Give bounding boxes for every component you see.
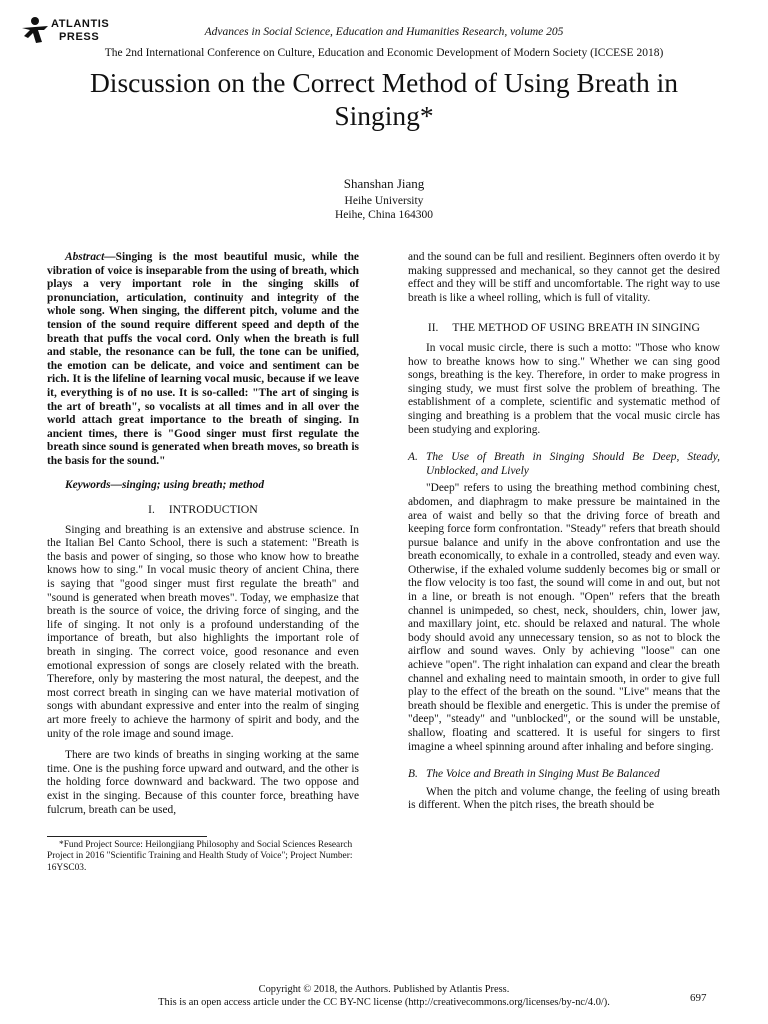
section-heading-introduction (47, 503, 359, 518)
affiliation-location: Heihe, China 164300 (334, 209, 434, 221)
section-title-rest: NTRODUCTION (172, 502, 258, 517)
section-number: II. (427, 322, 439, 335)
subsection-a-paragraph: "Deep" refers to using the breathing method combining chest, abdomen, and diaphragm to make pressure be maintained in the area of waist and belly so that the driving force of breath and keeping force form confrontation. "Steady" refers that breath should pursue balance and unify in the above confrontation and use the breath economically, to exhale in a controlled, steady and even way. Otherwise, if the exhaled volume suddenly becomes big or small or the flow velocity is too fast, the sound will come in and out, but not in a line, or breath is not enough. "Open" refers that the breath channel is unimpeded, so chest, neck, shoulders, chin, lower jaw, and maxillary joint, etc. should be relaxed and natural. The whole body should avoid any unnecessary tension, so as not to block the airflow and sound waves. Only by achieving "loose" can one achieve "open". The right inhalation can expand and clear the breath channel and exhaling need to maintain smooth, in order to give full play to the effect of the breath on the sound. "Live" means that the breath should be flexible and energetic. This is under the premise of "deep", "steady" and "unblocked", or the sound will be unstable, shallow, floating and scattered. It is useful for singers to first imagine a wheel spinning around after inhaling and before singing. (408, 482, 720, 753)
logo-line-2: PRESS (59, 31, 100, 43)
intro-paragraph-2-continued: and the sound can be full and resilient. Beginners often overdo it by making suppressed and mechanical, so they cannot get the desired effect and they will be stiff and uncomfortable. The right way to use breath is like a wheel rolling, which is full of vitality. (408, 251, 720, 304)
subsection-heading-b (408, 768, 720, 782)
section-title-part: M (478, 322, 489, 335)
section-number: I. (148, 504, 155, 517)
funding-footnote: *Fund Project Source: Heilongjiang Philosophy and Social Sciences Research Project in 2016 "Scientific Training and Health Study of Voice"; Project Number: 16YSC03. (47, 840, 353, 873)
page-number: 697 (690, 992, 707, 1004)
author-affiliation (0, 194, 768, 222)
affiliation-institution: Heihe University (344, 195, 424, 207)
subsection-b-paragraph: When the pitch and volume change, the feeling of using breath is different. When the pitch rises, the breath should be (408, 785, 720, 812)
abstract (47, 251, 359, 469)
footnote-divider (47, 836, 207, 837)
paper-title: Discussion on the Correct Method of Using Breath in Singing* (89, 67, 679, 131)
journal-name: Advances in Social Science, Education and Humanities Research, volume 205 (204, 26, 564, 38)
section-title-part: U (549, 322, 558, 335)
section-title-part: T (452, 322, 460, 335)
section-title-part: SING (557, 320, 588, 335)
section-title-part: REATH IN (595, 320, 652, 335)
logo-line-1: ATLANTIS (51, 18, 110, 30)
subsection-heading-a (408, 451, 720, 478)
keywords: Keywords—singing; using breath; method (65, 478, 265, 491)
section-title-first: I (168, 504, 173, 517)
subsection-title: The Use of Breath in Singing Should Be Deep, Steady, Unblocked, and Lively (426, 451, 720, 477)
section-title-part: S (651, 322, 659, 335)
license-line: This is an open access article under the CC BY-NC license (http://creativecommons.org/licenses/by-nc/4.0/). (158, 997, 610, 1008)
right-column (408, 251, 720, 813)
intro-paragraph-2: There are two kinds of breaths in singing working at the same time. One is the pushing force upward and outward, and the other is the holding force downward and backward. The two oppose and exist in the singing. Because of this counter force, breathing have fulcrum, breath can be used, (47, 749, 359, 816)
copyright-line: Copyright © 2018, the Authors. Published by Atlantis Press. (258, 984, 510, 995)
method-paragraph-1: In vocal music circle, there is such a motto: "Those who know how to breathe knows how to sing." Whether we can sing good songs, breathing is the key. Therefore, in order to make progress in singing study, we must first solve the problem of breathing. The establishment of a complete, scientific and systematic method of singing and breathing is a problem that the vocal music circle has been studying and exploring. (408, 341, 720, 436)
subsection-title: The Voice and Breath in Singing Must Be Balanced (426, 768, 660, 781)
author-name: Shanshan Jiang (343, 176, 425, 191)
intro-paragraph-1: Singing and breathing is an extensive and abstruse science. In the Italian Bel Canto School, there is such a statement: "Breath is the basis and power of singing, so those who know how to breathe knows how to sing." In vocal music theory of ancient China, there is saying that "good singer must first regulate the breath" and "sound is generated when breath moves". Today, we emphasize that breath is the source of voice, the driving force of singing, and the life of singing. It not only is a profound understanding of the importance of breath, but also highlights the important role of breath in singing. The correct voice, good resonance and even emotional expression of songs are closely related with the breath. Therefore, only by mastering the most natural, the deepest, and the most correct breath in singing can we have material motivation of songs with abundant expressive and enter into the realm of singing art more freely to achieve the harmony of spirit and body, and the unity of the role image and sound image. (47, 523, 359, 740)
conference-name: The 2nd International Conference on Culture, Education and Economic Development of Modern Society (ICCESE 2018) (104, 47, 664, 59)
section-title-part: HE (459, 320, 479, 335)
left-column (47, 251, 359, 817)
section-title-part: B (587, 322, 596, 335)
copyright-notice (0, 983, 768, 1009)
subsection-letter: B. (408, 768, 418, 781)
section-title-part: ETHOD OF (488, 320, 550, 335)
abstract-label: Abstract— (65, 251, 116, 263)
abstract-text: Singing is the most beautiful music, while the vibration of voice is inseparable from the using of breath, which plays a very important role in the singing skills of pronunciation, articulation, continuity and integrity of the whole song. When singing, the different pitch, volume and the tension of the sound require different speed and depth of the breath that puffs the vocal cord. Only when the breath is full and stable, the resonance can be full, the tone can be unified, the emotion can be delicate, and voice and sentiment can be rich. It is the lifeline of learning vocal music, because if we leave it, everything is of no use. It is so-called: "The art of singing is the art of breath", so vocalists at all times and in all over the world attach great importance to the breath of singing. In ancient times, there is "Good singer must first regulate the breath since sound is generated when breath moves, so breath is the basis for the sound." (47, 251, 359, 467)
section-title-part: INGING (658, 320, 701, 335)
section-heading-method (408, 321, 720, 336)
subsection-letter: A. (408, 451, 418, 464)
